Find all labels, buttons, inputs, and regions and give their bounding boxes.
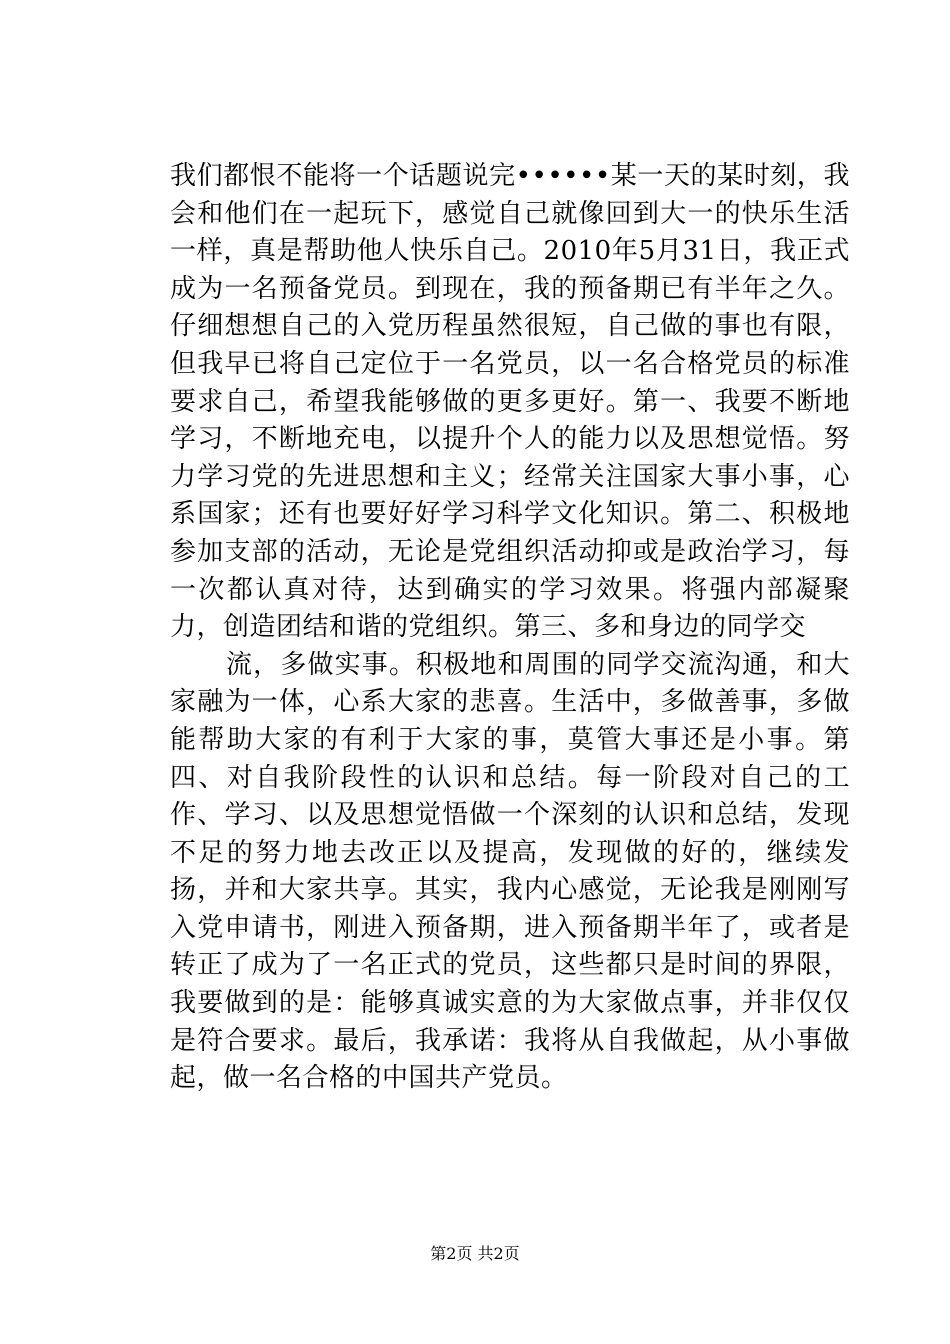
paragraph-1: 我们都恨不能将一个话题说完••••••某一天的某时刻，我会和他们在一起玩下，感觉自己就像回到大一的快乐生活一样，真是帮助他人快乐自己。2010年5月31日，我正式成为一名预备党员。到现在，我的预备期已有半年之久。仔细想想自己的入党历程虽然很短，自己做的事也有限，但我早已将自己定位于一名党员，以一名合格党员的标准要求自己，希望我能够做的更多更好。第一、我要不断地学习，不断地充电，以提升个人的能力以及思想觉悟。努力学习党的先进思想和主义；经常关注国家大事小事，心系国家；还有也要好好学习科学文化知识。第二、积极地参加支部的活动，无论是党组织活动抑或是政治学习，每一次都认真对待，达到确实的学习效果。将强内部凝聚力，创造团结和谐的党组织。第三、多和身边的同学交: [170, 161, 850, 643]
page-number-footer: 第2页 共2页: [430, 1244, 520, 1263]
paragraph-2: 流，多做实事。积极地和周围的同学交流沟通，和大家融为一体，心系大家的悲喜。生活中，多做善事，多做能帮助大家的有利于大家的事，莫管大事还是小事。第四、对自我阶段性的认识和总结。每一阶段对自己的工作、学习、以及思想觉悟做一个深刻的认识和总结，发现不足的努力地去改正以及提高，发现做的好的，继续发扬，并和大家共享。其实，我内心感觉，无论我是刚刚写入党申请书，刚进入预备期，进入预备期半年了，或者是转正了成为了一名正式的党员，这些都只是时间的界限，我要做到的是：能够真诚实意的为大家做点事，并非仅仅是符合要求。最后，我承诺：我将从自我做起，从小事做起，做一名合格的中国共产党员。: [170, 649, 850, 1094]
document-body: [170, 158, 850, 1098]
